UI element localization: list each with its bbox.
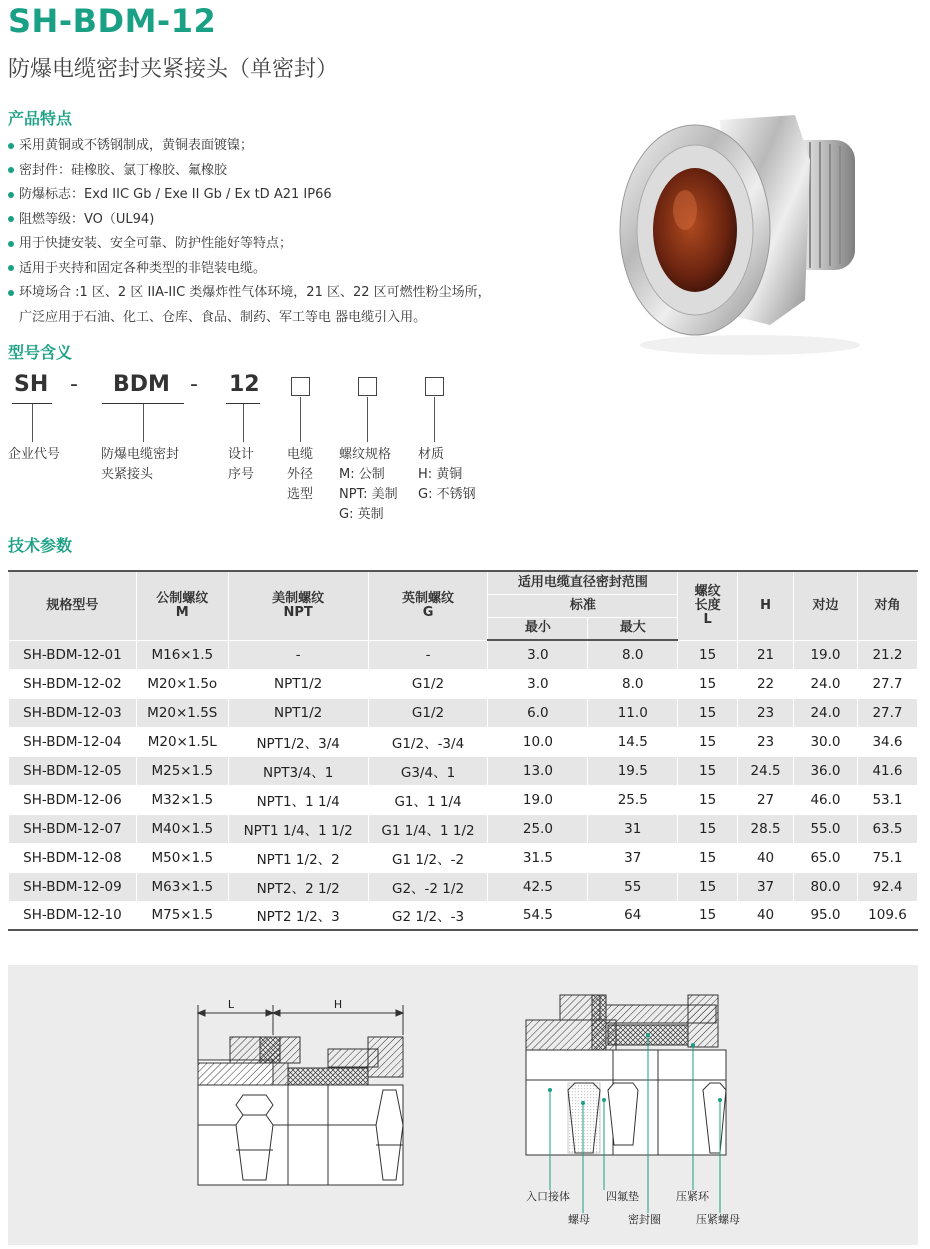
code-box-thread — [358, 377, 377, 396]
feature-item-continued: 广泛应用于石油、化工、仓库、食品、制药、军工等电 器电缆引入用。 — [19, 309, 427, 325]
desc-material: 材质 H: 黄铜 G: 不锈钢 — [418, 447, 476, 502]
bullet-icon — [8, 241, 14, 247]
table-cell: 53.1 — [857, 785, 917, 814]
table-row — [9, 785, 918, 814]
table-cell: SH-BDM-12-05 — [9, 756, 137, 785]
table-cell: 41.6 — [857, 756, 917, 785]
table-cell: 3.0 — [488, 640, 588, 669]
table-cell: 95.0 — [794, 901, 858, 930]
table-cell: SH-BDM-12-10 — [9, 901, 137, 930]
table-cell: M50×1.5 — [136, 843, 228, 872]
table-cell: 15 — [678, 785, 738, 814]
table-cell: 55.0 — [794, 814, 858, 843]
table-cell: 23 — [738, 698, 794, 727]
code-part-product: BDM — [113, 372, 170, 397]
table-cell: M20×1.5S — [136, 698, 228, 727]
table-cell: 15 — [678, 843, 738, 872]
table-cell: 15 — [678, 698, 738, 727]
table-cell: 42.5 — [488, 872, 588, 901]
table-cell: 40 — [738, 901, 794, 930]
part-label-compression-ring: 压紧环 — [676, 1190, 709, 1203]
table-cell: M20×1.5o — [136, 669, 228, 698]
table-row — [9, 669, 918, 698]
table-cell: 19.0 — [488, 785, 588, 814]
table-cell: 8.0 — [588, 669, 678, 698]
header-metric: 公制螺纹 M — [136, 571, 228, 640]
table-cell: 15 — [678, 901, 738, 930]
header-npt: 美制螺纹 NPT — [228, 571, 368, 640]
table-cell: 80.0 — [794, 872, 858, 901]
table-cell: 36.0 — [794, 756, 858, 785]
table-cell: 37 — [588, 843, 678, 872]
table-cell: 40 — [738, 843, 794, 872]
code-box-cable — [291, 377, 310, 396]
table-cell: 27.7 — [857, 698, 917, 727]
table-cell: 21.2 — [857, 640, 917, 669]
table-cell: 54.5 — [488, 901, 588, 930]
table-row — [9, 872, 918, 901]
table-cell: M25×1.5 — [136, 756, 228, 785]
bullet-icon — [8, 143, 14, 149]
table-cell: 25.0 — [488, 814, 588, 843]
table-cell: 31 — [588, 814, 678, 843]
spec-table — [8, 570, 918, 931]
code-box-material — [425, 377, 444, 396]
table-cell: 63.5 — [857, 814, 917, 843]
table-cell: 30.0 — [794, 727, 858, 756]
connector-line — [367, 397, 368, 442]
header-min: 最小 — [488, 617, 588, 640]
right-drawing — [526, 995, 726, 1155]
bullet-icon — [8, 290, 14, 296]
table-cell: 8.0 — [588, 640, 678, 669]
connector-line — [243, 404, 244, 442]
table-cell: 19.5 — [588, 756, 678, 785]
feature-item: 阻燃等级：VO（UL94) — [8, 208, 568, 233]
table-cell: 75.1 — [857, 843, 917, 872]
table-cell: 6.0 — [488, 698, 588, 727]
table-cell: NPT1/2、3/4 — [228, 727, 368, 756]
desc-design: 设计 序号 — [228, 447, 255, 482]
code-separator: - — [190, 372, 198, 397]
table-cell: 15 — [678, 640, 738, 669]
table-row — [9, 698, 918, 727]
desc-company: 企业代号 — [8, 447, 61, 462]
table-cell: NPT1、1 1/4 — [228, 785, 368, 814]
header-g: 英制螺纹 G — [368, 571, 488, 640]
table-cell: NPT2 1/2、3 — [228, 901, 368, 930]
table-cell: 11.0 — [588, 698, 678, 727]
table-cell: 15 — [678, 727, 738, 756]
table-cell: 92.4 — [857, 872, 917, 901]
table-cell: G1、1 1/4 — [368, 785, 488, 814]
connector-line — [300, 397, 301, 442]
dim-h-label: H — [333, 998, 343, 1011]
table-cell: 14.5 — [588, 727, 678, 756]
table-cell: 24.0 — [794, 698, 858, 727]
bullet-icon — [8, 216, 14, 222]
table-cell: 15 — [678, 756, 738, 785]
header-length: 螺纹 长度 L — [678, 571, 738, 640]
table-cell: G1 1/4、1 1/2 — [368, 814, 488, 843]
part-label-inlet: 入口接体 — [526, 1190, 570, 1203]
table-cell: M63×1.5 — [136, 872, 228, 901]
table-cell: M75×1.5 — [136, 901, 228, 930]
table-cell: NPT2、2 1/2 — [228, 872, 368, 901]
header-max: 最大 — [588, 617, 678, 640]
table-cell: NPT1 1/2、2 — [228, 843, 368, 872]
table-row — [9, 814, 918, 843]
table-cell: SH-BDM-12-01 — [9, 640, 137, 669]
code-part-company: SH — [14, 372, 49, 397]
table-cell: NPT1/2 — [228, 669, 368, 698]
code-separator: - — [70, 372, 78, 397]
table-cell: 37 — [738, 872, 794, 901]
left-drawing — [198, 1005, 403, 1185]
table-cell: 22 — [738, 669, 794, 698]
table-cell: 3.0 — [488, 669, 588, 698]
table-cell: SH-BDM-12-03 — [9, 698, 137, 727]
table-cell: G1/2、-3/4 — [368, 727, 488, 756]
table-cell: 15 — [678, 669, 738, 698]
table-cell: M32×1.5 — [136, 785, 228, 814]
dim-l-label: L — [227, 998, 235, 1011]
feature-item: 适用于夹持和固定各种类型的非铠装电缆。 — [8, 257, 568, 282]
header-standard: 标准 — [488, 594, 678, 617]
desc-thread: 螺纹规格 M: 公制 NPT: 美制 G: 英制 — [339, 447, 398, 522]
table-cell: 15 — [678, 872, 738, 901]
table-row — [9, 640, 918, 669]
cross-section-diagram — [8, 965, 918, 1245]
table-cell: SH-BDM-12-02 — [9, 669, 137, 698]
table-cell: 24.0 — [794, 669, 858, 698]
table-cell: NPT3/4、1 — [228, 756, 368, 785]
table-cell: G3/4、1 — [368, 756, 488, 785]
table-cell: 65.0 — [794, 843, 858, 872]
table-cell: M16×1.5 — [136, 640, 228, 669]
table-cell: 25.5 — [588, 785, 678, 814]
connector-line — [434, 397, 435, 442]
table-cell: 10.0 — [488, 727, 588, 756]
connector-line — [32, 404, 33, 442]
table-cell: 13.0 — [488, 756, 588, 785]
table-cell: NPT1 1/4、1 1/2 — [228, 814, 368, 843]
table-cell: SH-BDM-12-04 — [9, 727, 137, 756]
table-cell: G1/2 — [368, 669, 488, 698]
table-cell: G2 1/2、-3 — [368, 901, 488, 930]
part-label-nut: 螺母 — [568, 1213, 590, 1226]
part-label-ptfe-washer: 四氟垫 — [606, 1190, 639, 1203]
table-row — [9, 756, 918, 785]
table-cell: SH-BDM-12-09 — [9, 872, 137, 901]
product-subtitle: 防爆电缆密封夹紧接头（单密封） — [8, 57, 339, 82]
bullet-icon — [8, 192, 14, 198]
header-h: H — [738, 571, 794, 640]
diagram-drawing — [8, 965, 918, 1245]
table-cell: SH-BDM-12-06 — [9, 785, 137, 814]
table-cell: 23 — [738, 727, 794, 756]
header-flats: 对边 — [794, 571, 858, 640]
table-cell: 46.0 — [794, 785, 858, 814]
table-row — [9, 901, 918, 930]
table-cell: SH-BDM-12-08 — [9, 843, 137, 872]
header-model: 规格型号 — [9, 571, 137, 640]
feature-item: 防爆标志：Exd IIC Gb / Exe II Gb / Ex tD A21 IP66 — [8, 183, 568, 208]
table-cell: M40×1.5 — [136, 814, 228, 843]
table-cell: - — [368, 640, 488, 669]
table-cell: NPT1/2 — [228, 698, 368, 727]
table-cell: 34.6 — [857, 727, 917, 756]
part-label-seal-ring: 密封圈 — [628, 1213, 661, 1226]
product-photo — [610, 100, 890, 360]
header-corners: 对角 — [857, 571, 917, 640]
table-cell: 21 — [738, 640, 794, 669]
section-model-heading: 型号含义 — [8, 343, 73, 362]
table-cell: 27.7 — [857, 669, 917, 698]
table-cell: 55 — [588, 872, 678, 901]
table-cell: 64 — [588, 901, 678, 930]
table-cell: SH-BDM-12-07 — [9, 814, 137, 843]
section-params-heading: 技术参数 — [8, 536, 73, 555]
table-cell: - — [228, 640, 368, 669]
header-range: 适用电缆直径密封范围 — [488, 571, 678, 594]
table-cell: G2、-2 1/2 — [368, 872, 488, 901]
table-row — [9, 843, 918, 872]
feature-list — [8, 134, 568, 330]
table-cell: G1 1/2、-2 — [368, 843, 488, 872]
table-cell: 28.5 — [738, 814, 794, 843]
feature-item: 环境场合 :1 区、2 区 IIA-IIC 类爆炸性气体环境，21 区、22 区可燃性粉尘场所， — [8, 281, 568, 306]
section-features-heading: 产品特点 — [8, 109, 73, 128]
bullet-icon — [8, 265, 14, 271]
product-title: SH-BDM-12 — [8, 2, 217, 40]
table-cell: M20×1.5L — [136, 727, 228, 756]
table-cell: 109.6 — [857, 901, 917, 930]
table-cell: 15 — [678, 814, 738, 843]
desc-product: 防爆电缆密封 夹紧接头 — [101, 447, 180, 482]
table-row — [9, 727, 918, 756]
feature-item: 密封件：硅橡胶、氯丁橡胶、氟橡胶 — [8, 159, 568, 184]
code-part-design: 12 — [229, 372, 260, 397]
connector-line — [143, 404, 144, 442]
part-label-compression-nut: 压紧螺母 — [696, 1213, 740, 1226]
table-cell: 24.5 — [738, 756, 794, 785]
table-cell: 31.5 — [488, 843, 588, 872]
table-cell: 19.0 — [794, 640, 858, 669]
feature-item: 采用黄铜或不锈钢制成，黄铜表面镀镍； — [8, 134, 568, 159]
table-cell: G1/2 — [368, 698, 488, 727]
feature-item: 用于快捷安装、安全可靠、防护性能好等特点； — [8, 232, 568, 257]
bullet-icon — [8, 167, 14, 173]
desc-cable: 电缆 外径 选型 — [287, 447, 314, 502]
table-cell: 27 — [738, 785, 794, 814]
